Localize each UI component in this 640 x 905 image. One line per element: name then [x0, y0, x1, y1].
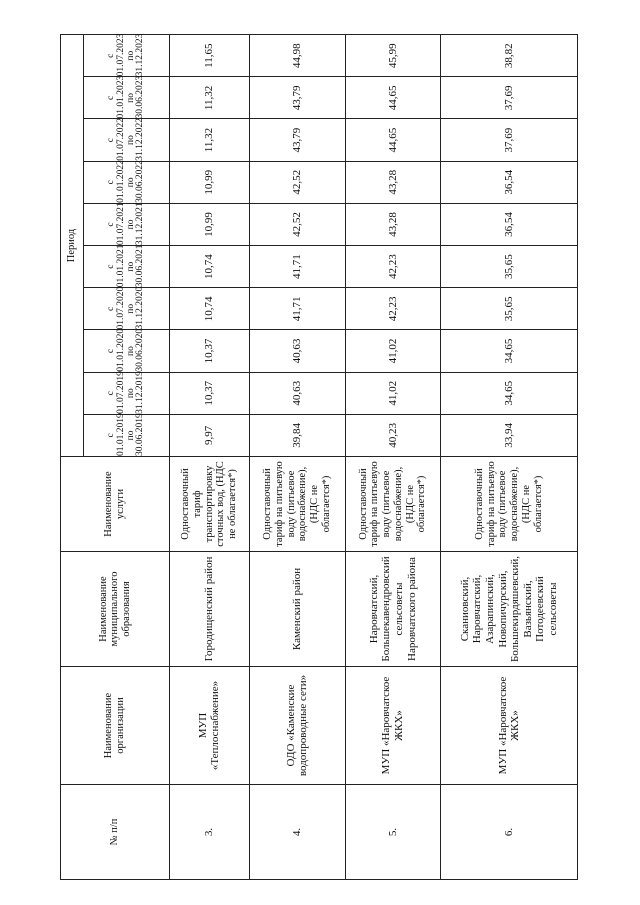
municipality-name: Каменский район	[249, 552, 345, 667]
period-to: 31.12.2020	[135, 286, 146, 330]
period-to: 31.12.2019	[135, 371, 146, 414]
tariff-value: 35,65	[441, 288, 578, 330]
period-to: 30.06.2023	[135, 75, 146, 119]
period-header-9	[84, 77, 170, 119]
period-by: по	[125, 177, 136, 188]
tariff-value: 41,02	[345, 372, 441, 414]
organization-name: ОДО «Каменские водопроводные сети»	[249, 667, 345, 785]
header-row-1	[61, 35, 84, 880]
organization-name: МУП «Теплоснабжение»	[170, 667, 250, 785]
tariff-value: 10,37	[170, 372, 250, 414]
period-from: с 01.07.2022	[105, 117, 126, 161]
tariff-value: 42,52	[249, 161, 345, 203]
tariff-value: 9,97	[170, 414, 250, 456]
period-by: по	[125, 50, 136, 61]
table-row	[441, 35, 578, 880]
period-by: по	[125, 219, 136, 230]
period-header-8	[84, 119, 170, 161]
tariff-table	[60, 34, 578, 880]
period-by: по	[125, 303, 136, 314]
tariff-value: 36,54	[441, 203, 578, 245]
tariff-value: 10,74	[170, 288, 250, 330]
tariff-value: 11,32	[170, 119, 250, 161]
tariff-value: 42,23	[345, 288, 441, 330]
period-from: с 01.01.2022	[105, 160, 126, 203]
tariff-value: 38,82	[441, 35, 578, 77]
tariff-value: 44,65	[345, 77, 441, 119]
period-header-2	[84, 372, 170, 414]
tariff-value: 44,98	[249, 35, 345, 77]
tariff-value: 41,71	[249, 288, 345, 330]
tariff-value: 33,94	[441, 414, 578, 456]
organization-name: МУП «Наровчатское ЖКХ»	[441, 667, 578, 785]
service-name: Одноставочный тариф на питьевую воду (питьевое водоснабжение), (НДС не облагается*)	[345, 457, 441, 552]
header-num: № п/п	[61, 785, 170, 880]
tariff-value: 42,52	[249, 203, 345, 245]
tariff-value: 10,99	[170, 203, 250, 245]
period-by: по	[125, 261, 136, 272]
municipality-name: Наровчатский, Большекавендровский сельсоветы Наровчатского района	[345, 552, 441, 667]
table-row	[249, 35, 345, 880]
period-by: по	[125, 388, 136, 399]
period-by: по	[125, 92, 136, 103]
tariff-value: 36,54	[441, 161, 578, 203]
tariff-value: 37,69	[441, 119, 578, 161]
header-organization: Наименование организации	[61, 667, 170, 785]
tariff-value: 40,63	[249, 330, 345, 372]
period-header-10	[84, 35, 170, 77]
tariff-value: 11,32	[170, 77, 250, 119]
period-to: 30.06.2021	[135, 244, 146, 288]
table-row	[345, 35, 441, 880]
tariff-value: 43,28	[345, 161, 441, 203]
service-name: Одноставочный тариф на питьевую воду (питьевое водоснабжение), (НДС не облагается*)	[441, 457, 578, 552]
tariff-value: 42,23	[345, 246, 441, 288]
tariff-value: 43,79	[249, 77, 345, 119]
tariff-value: 10,99	[170, 161, 250, 203]
period-header-1	[84, 414, 170, 456]
tariff-value: 39,84	[249, 414, 345, 456]
period-to: 30.06.2020	[135, 328, 146, 372]
tariff-value: 41,02	[345, 330, 441, 372]
period-header-7	[84, 161, 170, 203]
period-from: с 01.07.2019	[105, 371, 126, 414]
tariff-value: 40,63	[249, 372, 345, 414]
row-number: 3.	[170, 785, 250, 880]
service-name: Одноставочный тариф на питьевую воду (питьевое водоснабжение), (НДС не облагается*)	[249, 457, 345, 552]
row-number: 4.	[249, 785, 345, 880]
header-municipality: Наименование муниципального образования	[61, 552, 170, 667]
period-header-4	[84, 288, 170, 330]
tariff-value: 11,65	[170, 35, 250, 77]
period-from: с 01.07.2020	[105, 286, 126, 330]
tariff-value: 34,65	[441, 372, 578, 414]
period-from: с 01.01.2019	[105, 413, 126, 456]
service-name: Одноставочный тариф транспортировку сточных вод, (НДС не облагается*)	[170, 457, 250, 552]
period-from: с 01.01.2023	[105, 75, 126, 119]
period-header-6	[84, 203, 170, 245]
tariff-value: 10,74	[170, 246, 250, 288]
period-by: по	[125, 346, 136, 356]
period-to: 30.06.2019	[135, 413, 146, 456]
period-to: 31.12.2022	[135, 117, 146, 161]
tariff-value: 45,99	[345, 35, 441, 77]
tariff-value: 43,79	[249, 119, 345, 161]
municipality-name: Сканиовский, Наровчатский, Азарапинский, Новопичурский, Большекирдяшевский, Вазьянский, Потодеевский сельсоветы	[441, 552, 578, 667]
period-to: 31.12.2021	[135, 202, 146, 246]
tariff-value: 40,23	[345, 414, 441, 456]
table-body	[170, 35, 578, 880]
header-period: Период	[61, 35, 84, 457]
period-from: с 01.01.2021	[105, 244, 126, 288]
municipality-name: Городищенский район	[170, 552, 250, 667]
period-from: с 01.01.2020	[105, 328, 126, 372]
header-service: Наименование услуги	[61, 457, 170, 552]
period-to: 31.12.2023	[135, 33, 146, 77]
row-number: 6.	[441, 785, 578, 880]
tariff-value: 37,69	[441, 77, 578, 119]
tariff-value: 10,37	[170, 330, 250, 372]
period-header-3	[84, 330, 170, 372]
tariff-value: 35,65	[441, 246, 578, 288]
table-row	[170, 35, 250, 880]
period-from: с 01.07.2021	[105, 202, 126, 246]
tariff-value: 34,65	[441, 330, 578, 372]
period-header-5	[84, 246, 170, 288]
organization-name: МУП «Наровчатское ЖКХ»	[345, 667, 441, 785]
period-by: по	[125, 135, 136, 146]
tariff-value: 44,65	[345, 119, 441, 161]
tariff-value: 41,71	[249, 246, 345, 288]
row-number: 5.	[345, 785, 441, 880]
period-to: 30.06.2022	[135, 160, 146, 203]
period-from: с 01.07.2023	[105, 33, 126, 77]
period-by: по	[125, 430, 136, 441]
rotated-table-container	[60, 35, 578, 880]
tariff-value: 43,28	[345, 203, 441, 245]
